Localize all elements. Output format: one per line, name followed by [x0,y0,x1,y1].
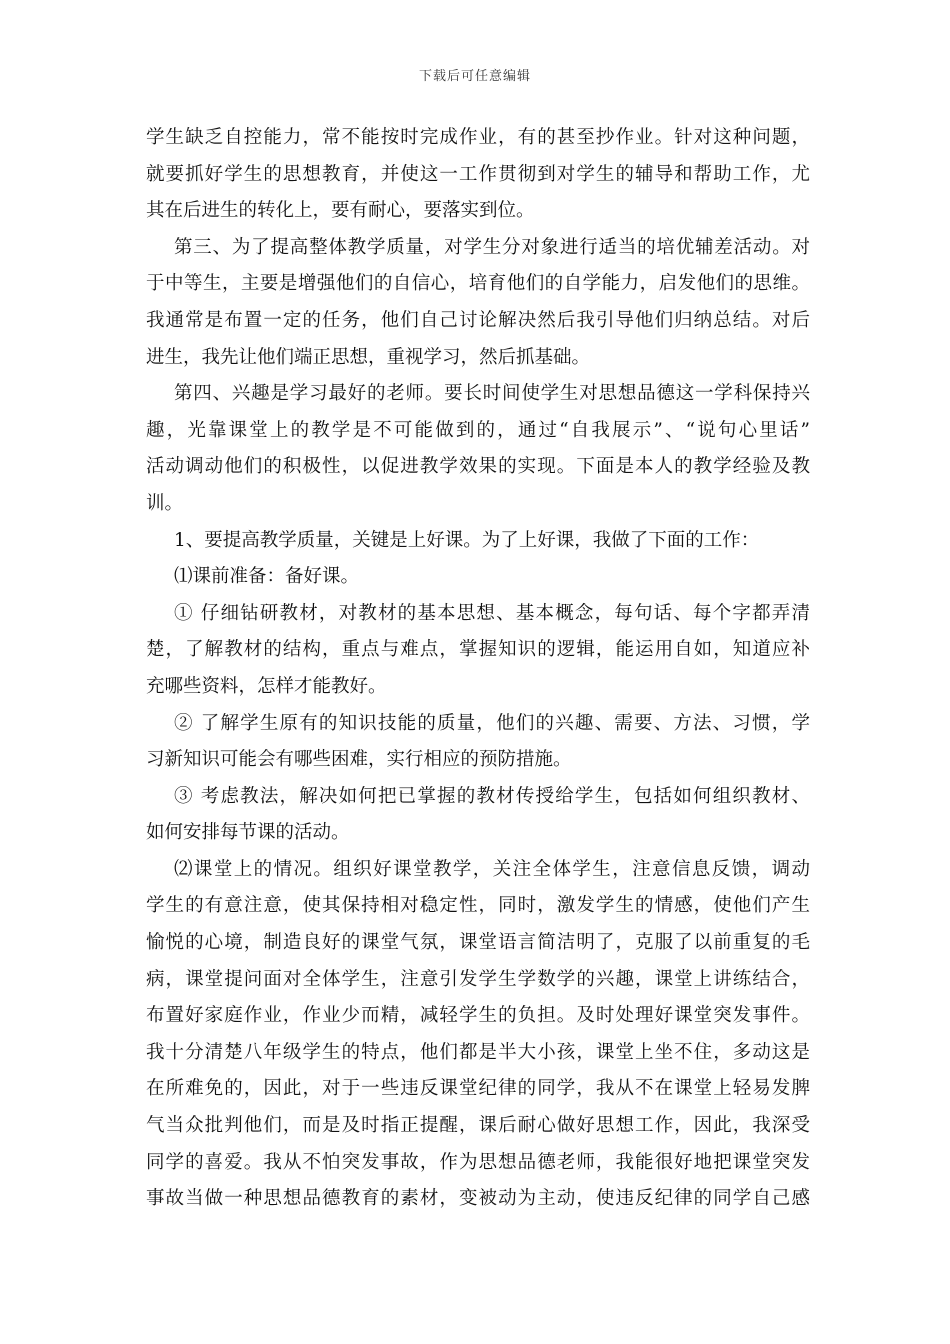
text-line: 趣，光靠课堂上的教学是不可能做到的，通过“自我展示”、“说句心里话” [146,419,810,441]
text-line: 我通常是布置一定的任务，他们自己讨论解决然后我引导他们归纳总结。对后 [146,309,810,331]
text-line: 在所难免的，因此，对于一些违反课堂纪律的同学，我从不在课堂上轻易发脾 [146,1078,810,1100]
text-line: 楚，了解教材的结构，重点与难点，掌握知识的逻辑，能运用自如，知道应补 [146,639,810,661]
text-line: 气当众批判他们，而是及时指正提醒，课后耐心做好思想工作，因此，我深受 [146,1115,810,1137]
text-line: 布置好家庭作业，作业少而精，减轻学生的负担。及时处理好课堂突发事件。 [146,1005,810,1027]
text-line: 训。 [146,492,184,514]
text-line: 进生，我先让他们端正思想，重视学习，然后抓基础。 [146,346,591,368]
text-line: 愉悦的心境，制造良好的课堂气氛，课堂语言简洁明了，克服了以前重复的毛 [146,932,810,954]
text-line: 学生的有意注意，使其保持相对稳定性，同时，激发学生的情感，使他们产生 [146,895,810,917]
text-line: ⑴课前准备：备好课。 [174,566,360,588]
text-line: 1、要提高教学质量，关键是上好课。为了上好课，我做了下面的工作： [174,529,760,551]
document-body [146,120,810,1218]
text-line: 事故当做一种思想品德教育的素材，变被动为主动，使违反纪律的同学自己感 [146,1188,810,1210]
text-line: ② 了解学生原有的知识技能的质量，他们的兴趣、需要、方法、习惯，学 [174,712,810,734]
text-line: 我十分清楚八年级学生的特点，他们都是半大小孩，课堂上坐不住，多动这是 [146,1041,810,1063]
text-line: 第三、为了提高整体教学质量，对学生分对象进行适当的培优辅差活动。对 [174,236,810,258]
text-line: 习新知识可能会有哪些困难，实行相应的预防措施。 [146,749,572,771]
text-line: 活动调动他们的积极性，以促进教学效果的实现。下面是本人的教学经验及教 [146,456,810,478]
text-line: ③ 考虑教法，解决如何把已掌握的教材传授给学生，包括如何组织教材、 [174,785,810,807]
text-line: ⑵课堂上的情况。组织好课堂教学，关注全体学生，注意信息反馈，调动 [174,858,810,880]
text-line: 第四、兴趣是学习最好的老师。要长时间使学生对思想品德这一学科保持兴 [174,383,810,405]
text-line: 病，课堂提问面对全体学生，注意引发学生学数学的兴趣，课堂上讲练结合， [146,968,810,990]
text-line: 如何安排每节课的活动。 [146,822,350,844]
text-line: 学生缺乏自控能力，常不能按时完成作业，有的甚至抄作业。针对这种问题， [146,127,810,148]
page-header: 下载后可任意编辑 [418,69,531,84]
text-line: 就要抓好学生的思想教育，并使这一工作贯彻到对学生的辅导和帮助工作，尤 [146,163,810,185]
text-line: 其在后进生的转化上，要有耐心，要落实到位。 [146,200,535,222]
text-line: 于中等生，主要是增强他们的自信心，培育他们的自学能力，启发他们的思维。 [146,273,810,295]
text-line: ① 仔细钻研教材，对教材的基本思想、基本概念，每句话、每个字都弄清 [174,602,810,624]
text-line: 充哪些资料，怎样才能教好。 [146,675,387,697]
text-line: 同学的喜爱。我从不怕突发事故，作为思想品德老师，我能很好地把课堂突发 [146,1151,810,1173]
